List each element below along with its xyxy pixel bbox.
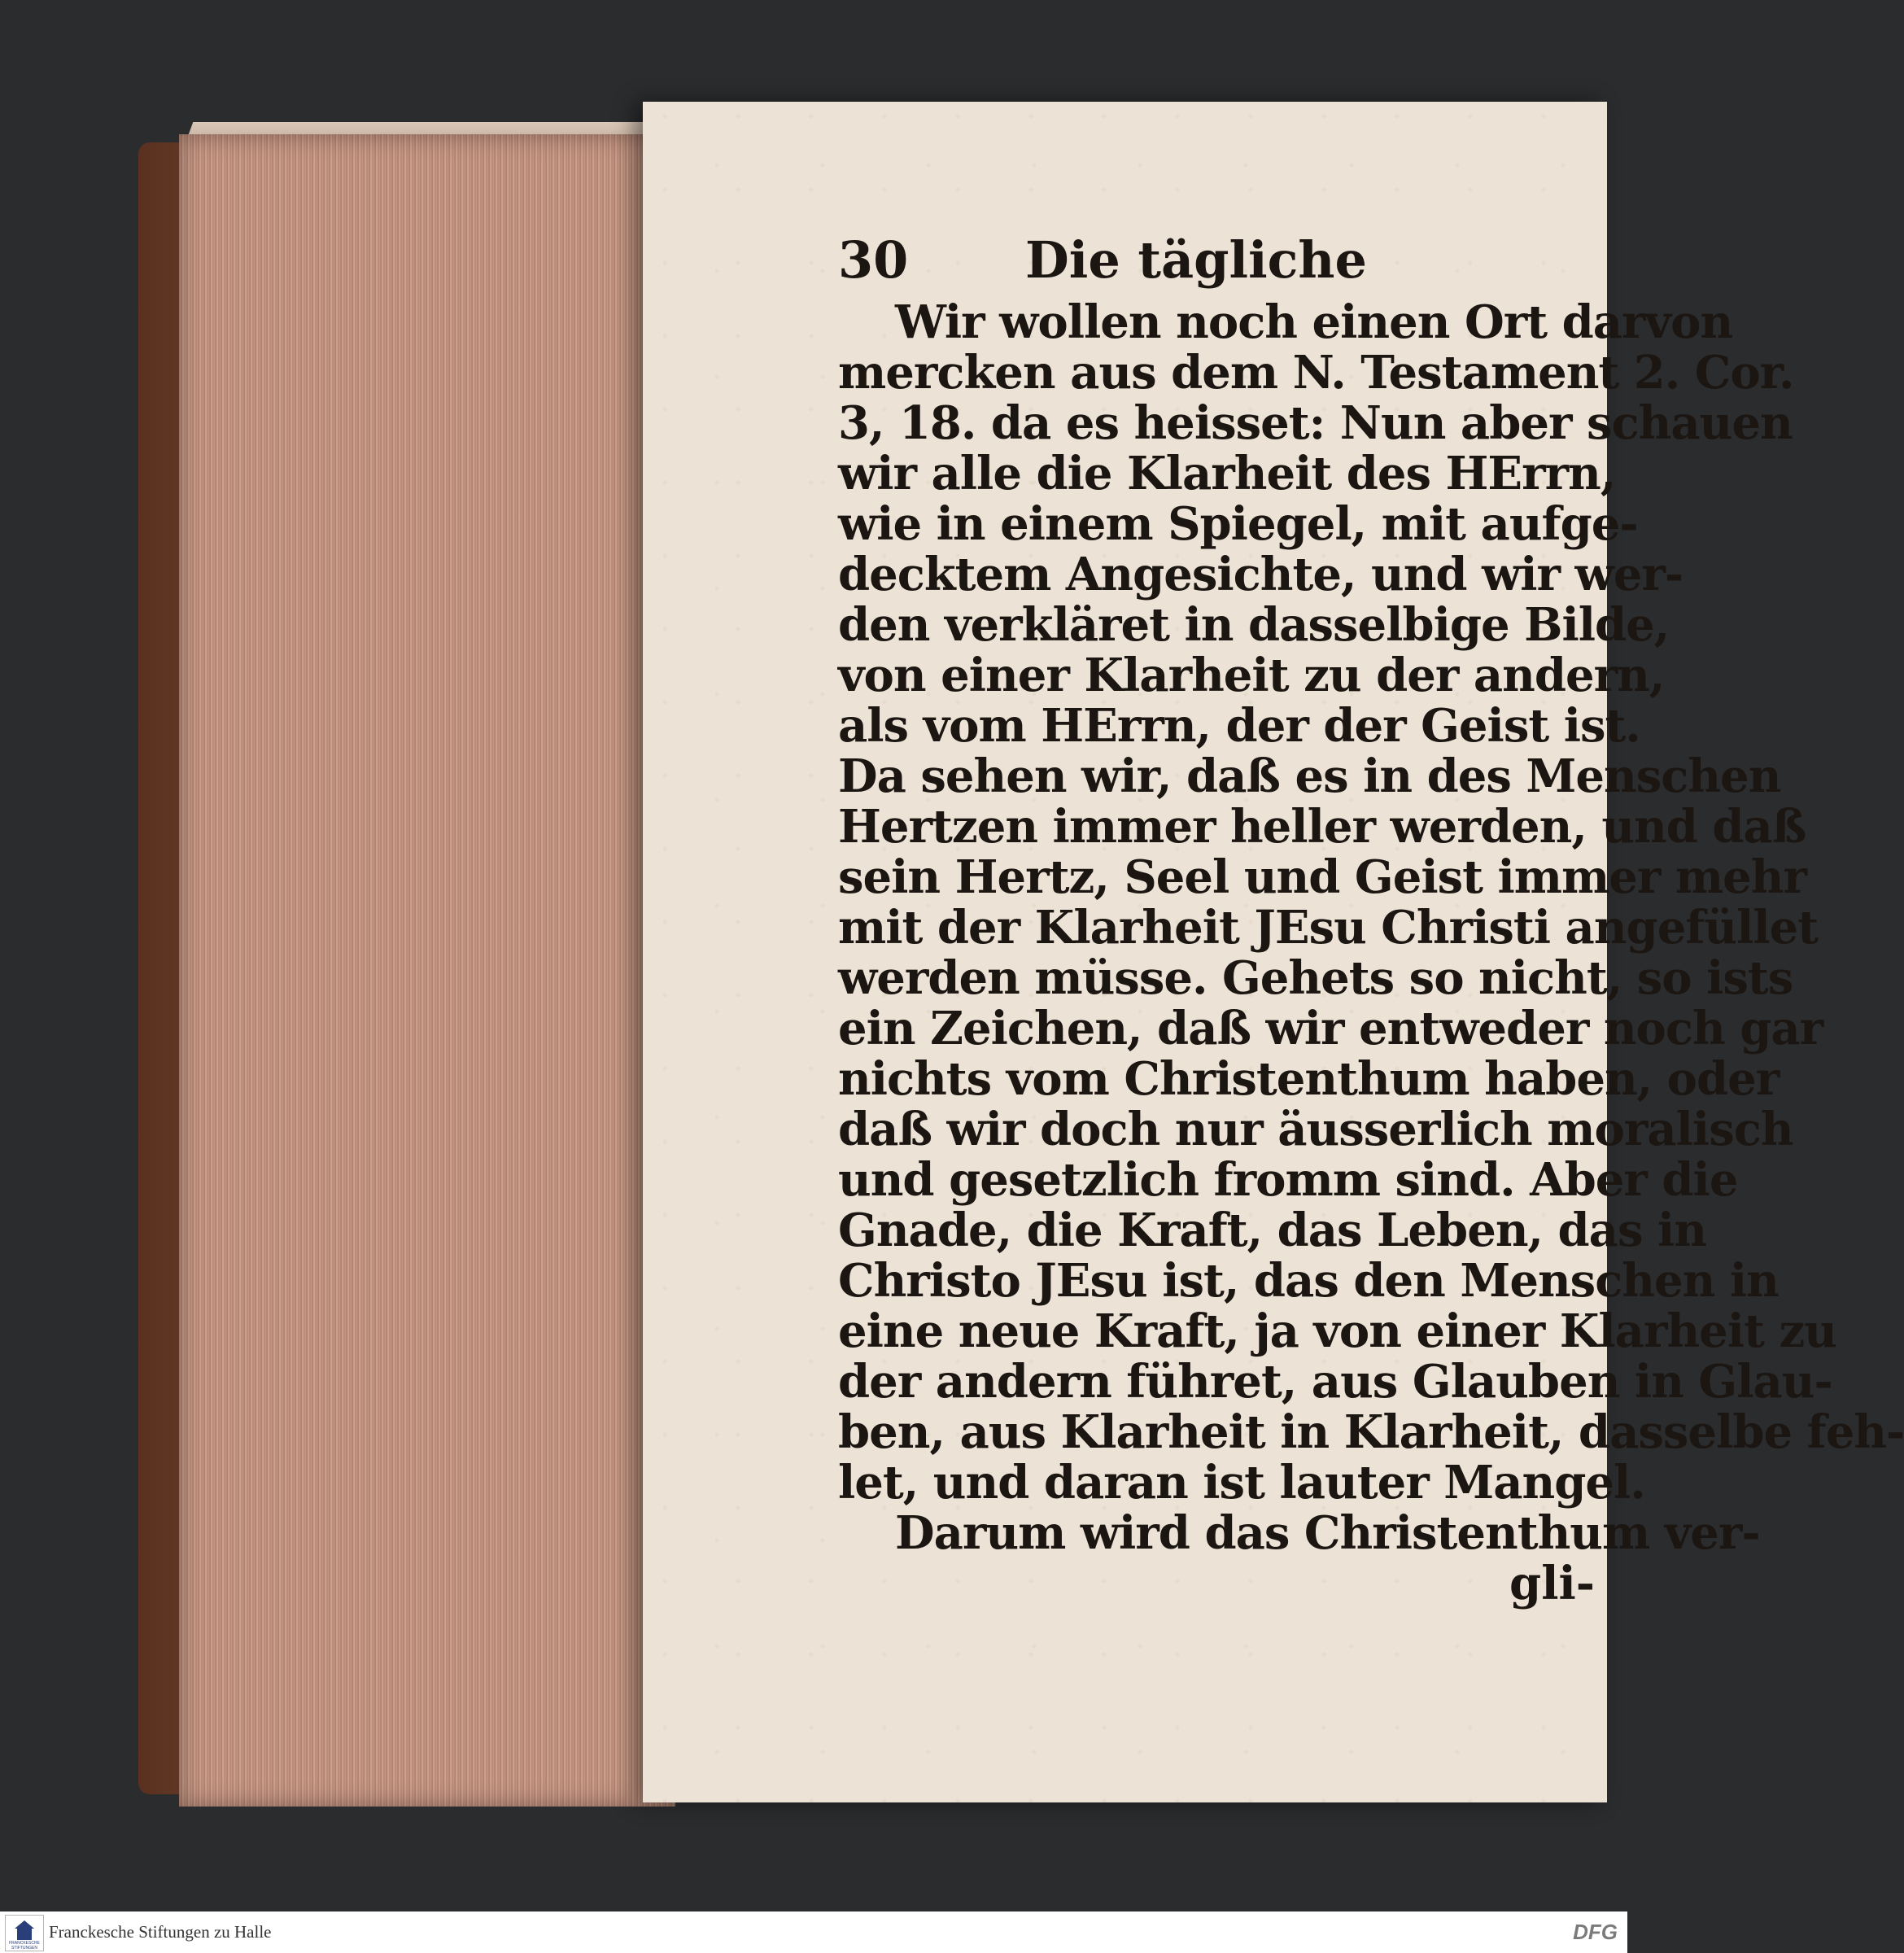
dfg-logo: DFG bbox=[1573, 1920, 1618, 1944]
text-line: sein Hertz, Seel und Geist immer mehr bbox=[838, 850, 1807, 904]
text-line: mercken aus dem N. Testament 2. Cor. bbox=[838, 346, 1794, 400]
text-line: let, und daran ist lauter Mangel. bbox=[838, 1456, 1645, 1510]
text-line: Gnade, die Kraft, das Leben, das in bbox=[838, 1204, 1706, 1257]
text-line: wir alle die Klarheit des HErrn, bbox=[838, 447, 1616, 500]
book-page bbox=[643, 102, 1904, 1802]
page-number: 30 bbox=[838, 230, 909, 290]
text-line: wie in einem Spiegel, mit aufge- bbox=[838, 497, 1638, 551]
text-line: und gesetzlich fromm sind. Aber die bbox=[838, 1153, 1738, 1207]
page-block-edge bbox=[179, 134, 675, 1807]
text-line: eine neue Kraft, ja von einer Klarheit zu bbox=[838, 1304, 1836, 1358]
text-line: mit der Klarheit JEsu Christi angefüllet bbox=[838, 901, 1819, 955]
text-line: ein Zeichen, daß wir entweder noch gar bbox=[838, 1002, 1823, 1055]
running-head bbox=[838, 224, 1595, 297]
text-line: Wir wollen noch einen Ort darvon bbox=[895, 295, 1733, 349]
institution-logo-icon bbox=[5, 1915, 44, 1951]
text-line: der andern führet, aus Glauben in Glau- bbox=[838, 1355, 1832, 1409]
text-line: als vom HErrn, der der Geist ist. bbox=[838, 699, 1640, 753]
text-line: Hertzen immer heller werden, und daß bbox=[838, 800, 1806, 854]
text-line: ben, aus Klarheit in Klarheit, dasselbe feh- bbox=[838, 1405, 1904, 1459]
text-line: den verkläret in dasselbige Bilde, bbox=[838, 598, 1670, 652]
logo-caption: FRANCKESCHE STIFTUNGEN bbox=[9, 1941, 40, 1951]
text-line: Da sehen wir, daß es in des Menschen bbox=[838, 749, 1781, 803]
text-line: daß wir doch nur äusserlich moralisch bbox=[838, 1103, 1793, 1156]
text-line: decktem Angesichte, und wir wer- bbox=[838, 548, 1683, 601]
catchword: gli- bbox=[1509, 1557, 1595, 1610]
running-title: Die tägliche bbox=[1025, 230, 1367, 290]
text-line: werden müsse. Gehets so nicht, so ists bbox=[838, 951, 1793, 1005]
institution-name: Franckesche Stiftungen zu Halle bbox=[49, 1922, 272, 1942]
page-text-block bbox=[838, 224, 1904, 1610]
text-line: von einer Klarheit zu der andern, bbox=[838, 649, 1665, 702]
text-line: Christo JEsu ist, das den Menschen in bbox=[838, 1254, 1779, 1308]
text-line: 3, 18. da es heisset: Nun aber schauen bbox=[838, 396, 1793, 450]
footer-bar bbox=[0, 1911, 1627, 1953]
text-line: nichts vom Christenthum haben, oder bbox=[838, 1052, 1780, 1106]
text-line: Darum wird das Christenthum ver- bbox=[895, 1506, 1760, 1560]
